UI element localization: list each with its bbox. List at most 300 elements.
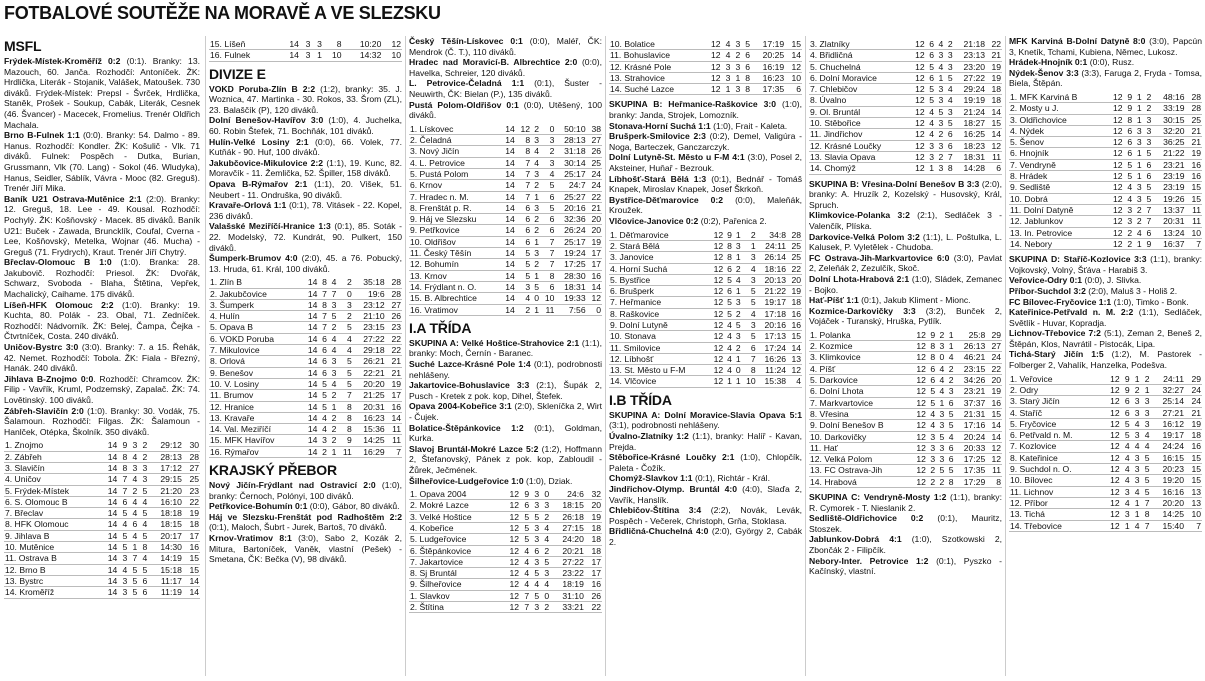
stat-cell: 16: [183, 542, 200, 553]
table-row: [4, 564, 200, 575]
stat-cell: 12: [910, 95, 926, 106]
match-report: Sedliště-Oldřichovice 0:2 (0:1), Mauritz, Stoszek.: [809, 513, 1002, 534]
stat-cell: 3: [531, 202, 540, 213]
team-name: 12. Jablunkov: [1009, 216, 1107, 227]
stat-cell: 4: [128, 474, 138, 485]
stat-cell: 6: [516, 225, 531, 236]
stat-cell: 12: [709, 308, 724, 319]
stat-cell: 12: [503, 556, 520, 567]
match-header: SKUPINA B: Heřmanice-Raškovice 3:0: [609, 99, 776, 110]
table-row: [409, 511, 602, 522]
stat-cell: 10: [1186, 227, 1202, 238]
stat-cell: 8: [945, 476, 954, 487]
stat-cell: 5: [724, 297, 733, 308]
stat-cell: 23:21: [954, 386, 986, 397]
stat-cell: 4: [724, 331, 733, 342]
stat-cell: 4: [935, 61, 944, 72]
match-reports: [4, 56, 200, 437]
stat-cell: 10: [1185, 509, 1202, 520]
match-report: Klimkovice-Polanka 3:2 (2:1), Sedláček 3 - Valenčík, Plíska.: [809, 210, 1002, 231]
stat-cell: 1: [1121, 520, 1131, 531]
stat-cell: 14: [101, 451, 118, 462]
stat-cell: 1: [531, 191, 540, 202]
stat-cell: 28:30: [555, 270, 586, 281]
stat-cell: 6: [318, 367, 328, 378]
table-row: [1009, 193, 1202, 204]
stat-cell: 14: [302, 356, 318, 367]
stat-cell: 4: [337, 345, 352, 356]
stat-cell: 30:15: [1152, 114, 1185, 125]
match-header: Stěbořice-Krásné Loučky 2:1: [609, 452, 735, 463]
team-name: 7. Hradec n. M.: [409, 191, 500, 202]
match-report: Kravaře-Orlová 1:1 (0:1), 78. Vitásek - 22. Kopel, 236 diváků.: [209, 200, 402, 221]
stat-cell: 5: [520, 523, 530, 534]
team-name: 14. Frýdlant n. O.: [409, 281, 500, 292]
stat-cell: 1: [328, 401, 338, 412]
stat-cell: 5: [1143, 193, 1153, 204]
stat-cell: 19: [386, 378, 402, 389]
stat-cell: 2: [531, 225, 540, 236]
stat-cell: 24: [1185, 396, 1202, 407]
stat-cell: 11: [986, 151, 1002, 162]
stat-cell: 14: [101, 575, 118, 586]
stat-cell: 13:37: [1152, 204, 1185, 215]
stat-cell: 16:37: [1152, 238, 1185, 249]
match-report: Úvalno-Zlatníky 1:2 (1:1), branky: Halíř - Kavan, Prejda.: [609, 430, 802, 452]
standings-table-1a-b: [609, 230, 802, 388]
match-header: Veřovice-Odry 0:1: [1009, 275, 1083, 286]
stat-cell: 1: [1141, 384, 1151, 395]
match-header: SKUPINA A: Velké Hoštice-Strahovice 2:1: [409, 337, 580, 348]
stat-cell: 2: [1133, 204, 1143, 215]
team-name: 12. Bohumín: [409, 259, 500, 270]
stat-cell: 14: [101, 496, 118, 507]
team-name: 4. Kobeřice: [409, 523, 503, 534]
stat-cell: 19:26: [1152, 193, 1185, 204]
table-row: [4, 474, 200, 485]
stat-cell: 5: [935, 106, 944, 117]
stat-cell: 5: [945, 420, 954, 431]
table-row: [409, 214, 602, 225]
table-row: [409, 523, 602, 534]
match-header: Valašské Meziříčí-Hranice 1:3: [209, 221, 331, 232]
stat-cell: 4: [540, 168, 555, 179]
stat-cell: 7: [520, 602, 530, 613]
stat-cell: 6: [128, 519, 138, 530]
stat-cell: 4: [138, 519, 148, 530]
stat-cell: 12: [709, 319, 724, 330]
stat-cell: 7: [318, 322, 328, 333]
stat-cell: 4: [733, 274, 742, 285]
table-row: [209, 277, 402, 288]
table-row: [409, 489, 602, 500]
match-report: Kateřinice-Petřvald n. M. 2:2 (1:1), Sedláček, Světlík - Huvar, Kopradja.: [1009, 307, 1202, 328]
stat-cell: 3: [1124, 204, 1134, 215]
stat-cell: 5: [118, 530, 128, 541]
stat-cell: 4: [724, 365, 733, 376]
match-report: Dolní Benešov-Havířov 3:0 (1:0), 4. Juchelka, 60. Robin Štefek, 71. Bochňák, 101 diváků.: [209, 115, 402, 136]
stat-cell: 20: [585, 500, 602, 511]
stat-cell: 46:21: [954, 352, 986, 363]
team-name: 4. Staříč: [1009, 407, 1104, 418]
stat-cell: 1: [935, 72, 944, 83]
stat-cell: 17:29: [954, 476, 986, 487]
stat-cell: 12: [910, 50, 926, 61]
stat-cell: 4: [138, 496, 148, 507]
table-row: [1009, 216, 1202, 227]
match-header: L. Petrovice-Čeladná 1:1: [409, 78, 525, 89]
stat-cell: 27:22: [353, 333, 386, 344]
stat-cell: 5: [531, 281, 540, 292]
stat-cell: 12: [1107, 227, 1123, 238]
match-report: Lichnov-Třebovice 7:2 (5:1), Zeman 2, Beneš 2, Štěpán, Klos, Navrátil - Pistocák, Lipa.: [1009, 328, 1202, 349]
stat-cell: 24:11: [1151, 374, 1185, 385]
team-name: 3. Zlatníky: [809, 39, 910, 50]
stat-cell: 12: [911, 363, 927, 374]
column-divider: [605, 36, 606, 676]
stat-cell: 22:21: [353, 367, 386, 378]
match-report: Šilheřovice-Ludgeřovice 1:0 (1:0), Dziak.: [409, 475, 573, 486]
table-row: [1009, 159, 1202, 170]
stat-cell: 18:31: [555, 281, 586, 292]
stat-cell: 2: [328, 424, 338, 435]
match-reports: [609, 99, 802, 226]
team-name: 9. Háj ve Slezsku: [409, 214, 500, 225]
stat-cell: 19:17: [757, 297, 787, 308]
team-name: 2. Stará Bělá: [609, 240, 709, 251]
stat-cell: 14: [302, 446, 318, 457]
stat-cell: 6: [944, 140, 953, 151]
match-header: Stonava-Horní Suchá 1:1: [609, 120, 711, 131]
stat-cell: 6: [1143, 227, 1153, 238]
stat-cell: 14: [986, 431, 1002, 442]
team-name: 13. Strahovice: [609, 72, 705, 83]
match-reports: [609, 410, 802, 548]
stat-cell: 15: [1185, 452, 1202, 463]
stat-cell: 12: [709, 331, 724, 342]
table-row: [609, 240, 802, 251]
stat-cell: 21: [1185, 407, 1202, 418]
stat-cell: 18: [1185, 430, 1202, 441]
stat-cell: 4: [531, 157, 540, 168]
match-reports: [209, 84, 402, 275]
team-name: 14. Val. Meziříčí: [209, 424, 302, 435]
stat-cell: 7: [1141, 497, 1151, 508]
stat-cell: 12: [503, 523, 520, 534]
table-row: [1009, 171, 1202, 182]
team-name: 3. Janovice: [609, 252, 709, 263]
stat-cell: 3: [1121, 486, 1131, 497]
table-row: [209, 424, 402, 435]
stat-cell: 8: [741, 72, 751, 83]
stat-cell: 3: [927, 442, 936, 453]
match-reports: [1009, 36, 1202, 89]
team-name: 11. Ostrava B: [4, 553, 101, 564]
stat-cell: 5: [138, 530, 148, 541]
team-name: 13. In. Petrovice: [1009, 227, 1107, 238]
team-name: 9. Benešov: [209, 367, 302, 378]
stat-cell: 12: [1104, 486, 1121, 497]
stat-cell: 12: [709, 274, 724, 285]
match-header: FC Bílovec-Fryčovice 1:1: [1009, 296, 1112, 307]
team-name: 11. Český Těšín: [409, 248, 500, 259]
table-row: [409, 545, 602, 556]
stat-cell: 32:36: [555, 214, 586, 225]
stat-cell: 3: [516, 281, 531, 292]
stat-cell: 16: [587, 270, 602, 281]
stat-cell: 14: [500, 225, 515, 236]
stat-cell: 18: [787, 297, 802, 308]
stat-cell: 14: [302, 390, 318, 401]
match-header: Slavoj Bruntál-Mokré Lazce 5:2: [409, 443, 539, 454]
stat-cell: 17:35: [954, 465, 986, 476]
stat-cell: 22: [183, 496, 200, 507]
stat-cell: 4: [944, 84, 953, 95]
stat-cell: 27: [986, 341, 1002, 352]
stat-cell: 5: [530, 568, 540, 579]
stat-cell: 6: [138, 587, 148, 598]
stat-cell: 3: [1131, 407, 1141, 418]
team-name: 3. Starý Jičín: [1009, 396, 1104, 407]
stat-cell: 3: [926, 151, 935, 162]
table-row: [409, 259, 602, 270]
table-row: [4, 508, 200, 519]
match-header: Chlebičov-Štítina 3:4: [609, 505, 702, 516]
stat-cell: 7: [318, 311, 328, 322]
stat-cell: 3: [944, 61, 953, 72]
stat-cell: 16:15: [1151, 452, 1185, 463]
match-header: Pustá Polom-Oldřišov 0:1: [409, 99, 519, 110]
stat-cell: 21:25: [353, 390, 386, 401]
stat-cell: 5: [945, 465, 954, 476]
stat-cell: 17: [585, 556, 602, 567]
match-header: Dolní Lutyně-St. Město u F-M 4:1: [609, 152, 745, 163]
stat-cell: 3: [531, 168, 540, 179]
stat-cell: 14: [500, 214, 515, 225]
stat-cell: 8: [944, 163, 953, 174]
stat-cell: 4: [722, 50, 732, 61]
stat-cell: 14: [302, 345, 318, 356]
team-name: 11. Dolní Datyně: [1009, 204, 1107, 215]
match-report: Jakartovice-Bohuslavice 3:3 (2:1), Šupák 2, Pusch - Kretek z pok. kop, Dihel, Štefek.: [409, 380, 602, 401]
stat-cell: 13: [1185, 486, 1202, 497]
stat-cell: 12: [910, 106, 926, 117]
stat-cell: 1: [1133, 159, 1143, 170]
stat-cell: 17:35: [751, 84, 785, 95]
match-header: Petřkovice-Bohumín 0:1: [209, 501, 308, 512]
match-header: Frýdek-Místek-Kroměříž 0:2: [4, 56, 121, 66]
stat-cell: 14: [101, 440, 118, 451]
match-header: Krnov-Vratimov 8:1: [209, 533, 292, 543]
stat-cell: 10: [382, 50, 402, 61]
stat-cell: 2: [731, 50, 741, 61]
stat-cell: 3: [742, 274, 757, 285]
stat-cell: 6: [986, 163, 1002, 174]
stat-cell: 12: [705, 72, 722, 83]
stat-cell: 8: [318, 277, 328, 288]
stat-cell: 12: [910, 151, 926, 162]
table-row: [1009, 464, 1202, 475]
table-row: [209, 333, 402, 344]
team-name: 12. Velká Polom: [809, 454, 911, 465]
stat-cell: 27:15: [550, 523, 585, 534]
table-row: [609, 342, 802, 353]
match-header: Vlčovice-Janovice 0:2: [609, 216, 699, 227]
stat-cell: 20:16: [757, 319, 787, 330]
stat-cell: 4: [520, 568, 530, 579]
stat-cell: 6: [1121, 396, 1131, 407]
match-header: Nebory-Inter. Petrovice 1:2: [809, 555, 929, 566]
stat-cell: 4: [540, 534, 550, 545]
stat-cell: 14: [280, 39, 300, 50]
stat-cell: 4: [337, 333, 352, 344]
stat-cell: 2: [944, 39, 953, 50]
stat-cell: 18: [986, 95, 1002, 106]
stat-cell: 7: [118, 485, 128, 496]
stat-cell: 3: [1131, 396, 1141, 407]
stat-cell: 12: [1107, 148, 1123, 159]
table-row: [4, 542, 200, 553]
stat-cell: 25: [183, 474, 200, 485]
stat-cell: 5: [936, 465, 945, 476]
stat-cell: 3: [936, 442, 945, 453]
match-header: Zábřeh-Slavičín 2:0: [4, 405, 84, 416]
table-row: [209, 50, 402, 61]
stat-cell: 3: [328, 299, 338, 310]
stat-cell: 7: [516, 191, 531, 202]
match-report: Veřovice-Odry 0:1 (0:0), J. Slivka.: [1009, 275, 1142, 286]
stat-cell: 24:11: [757, 240, 787, 251]
table-row: [1009, 486, 1202, 497]
table-row: [1009, 182, 1202, 193]
stat-cell: 12: [709, 252, 724, 263]
stat-cell: 22: [386, 333, 402, 344]
stat-cell: 8: [118, 462, 128, 473]
stat-cell: 28:13: [148, 451, 183, 462]
stat-cell: 17:18: [757, 308, 787, 319]
stat-cell: 14: [302, 435, 318, 446]
stat-cell: 19: [587, 236, 602, 247]
stat-cell: 12: [910, 163, 926, 174]
stat-cell: 21: [1186, 137, 1202, 148]
stat-cell: 2: [935, 151, 944, 162]
stat-cell: 5: [742, 331, 757, 342]
stat-cell: 0: [540, 124, 555, 135]
stat-cell: 7: [516, 180, 531, 191]
stat-cell: 12: [503, 511, 520, 522]
stat-cell: 1: [724, 376, 733, 387]
stat-cell: 3: [1141, 396, 1151, 407]
stat-cell: 14: [500, 259, 515, 270]
stat-cell: 2: [540, 602, 550, 613]
stat-cell: 25:14: [1151, 396, 1185, 407]
stat-cell: 2: [1141, 374, 1151, 385]
stat-cell: 12: [911, 420, 927, 431]
match-header: Bystřice-Děťmarovice 0:2: [609, 194, 724, 205]
match-header: Brno B-Fulnek 1:1: [4, 130, 80, 141]
stat-cell: 14: [101, 530, 118, 541]
stat-cell: 3: [935, 95, 944, 106]
stat-cell: 2: [337, 311, 352, 322]
team-name: 5. Pustá Polom: [409, 168, 500, 179]
stat-cell: 3: [935, 140, 944, 151]
team-name: 2. Jakubčovice: [209, 288, 302, 299]
stat-cell: 6: [926, 72, 935, 83]
match-report: Stěbořice-Krásné Loučky 2:1 (1:0), Chlopčík, Paleta - Čožík.: [609, 452, 802, 473]
match-header: VOKD Poruba-Zlín B 2:2: [209, 83, 316, 94]
stat-cell: 4: [722, 39, 732, 50]
team-name: 14. Vlčovice: [609, 376, 709, 387]
stat-cell: 12: [1107, 204, 1123, 215]
stat-cell: 9: [1121, 374, 1131, 385]
stat-cell: 2: [1131, 384, 1141, 395]
team-name: 12. Hranice: [209, 401, 302, 412]
match-report: Nový Jičín-Frýdlant nad Ostravicí 2:0 (1:0), branky: Černoch, Polónyi, 100 diváků.: [209, 480, 402, 501]
stat-cell: 50:10: [555, 124, 586, 135]
stat-cell: 12: [516, 124, 531, 135]
stat-cell: 14: [986, 106, 1002, 117]
table-row: [4, 553, 200, 564]
match-report: Suché Lazce-Krásné Pole 1:4 (0:1), podrobnosti nehlášeny.: [409, 358, 602, 380]
stat-cell: 9: [118, 440, 128, 451]
table-row: [209, 39, 402, 50]
stat-cell: 1: [733, 353, 742, 364]
stat-cell: 15: [1185, 464, 1202, 475]
column-divider: [805, 36, 806, 676]
stat-cell: 14: [500, 135, 515, 146]
table-row: [809, 352, 1002, 363]
stat-cell: 21: [986, 50, 1002, 61]
stat-cell: 1: [1131, 509, 1141, 520]
stat-cell: 16:23: [353, 412, 386, 423]
team-name: 14. Třebovice: [1009, 520, 1104, 531]
stat-cell: 19:33: [555, 293, 586, 304]
match-reports: [209, 480, 402, 565]
stat-cell: 15:36: [353, 424, 386, 435]
stat-cell: 16: [986, 397, 1002, 408]
stat-cell: 6: [540, 214, 555, 225]
team-name: 1. MFK Karviná B: [1009, 92, 1107, 103]
stat-cell: 12: [911, 454, 927, 465]
stat-cell: 3: [935, 50, 944, 61]
stat-cell: 11: [1186, 216, 1202, 227]
table-row: [409, 202, 602, 213]
stat-cell: 14: [302, 378, 318, 389]
table-row: [409, 293, 602, 304]
table-row: [209, 435, 402, 446]
stat-cell: 24:7: [555, 180, 586, 191]
team-name: 13. Slavia Opava: [809, 151, 910, 162]
team-name: 6. Štěpánkovice: [409, 545, 503, 556]
stat-cell: 29:24: [954, 84, 986, 95]
stat-cell: 19:6: [353, 288, 386, 299]
stat-cell: 14: [500, 304, 515, 315]
match-report: Chomýž-Slavkov 1:1 (0:1), Richtár - Král.: [609, 473, 770, 484]
stat-cell: 3: [1133, 182, 1143, 193]
stat-cell: 0: [337, 288, 352, 299]
team-name: 1. Lískovec: [409, 124, 500, 135]
stat-cell: 27:22: [954, 72, 986, 83]
stat-cell: 0: [936, 352, 945, 363]
team-name: 8. Vřesina: [809, 408, 911, 419]
stat-cell: 6: [1124, 148, 1134, 159]
table-row: [809, 397, 1002, 408]
match-header: Dolní Lhota-Hrabová 2:1: [809, 273, 910, 284]
stat-cell: 2: [531, 124, 540, 135]
stat-cell: 3: [1143, 137, 1153, 148]
match-header: MFK Karviná B-Dolní Datyně 8:0: [1009, 36, 1146, 46]
stat-cell: 8: [318, 299, 328, 310]
